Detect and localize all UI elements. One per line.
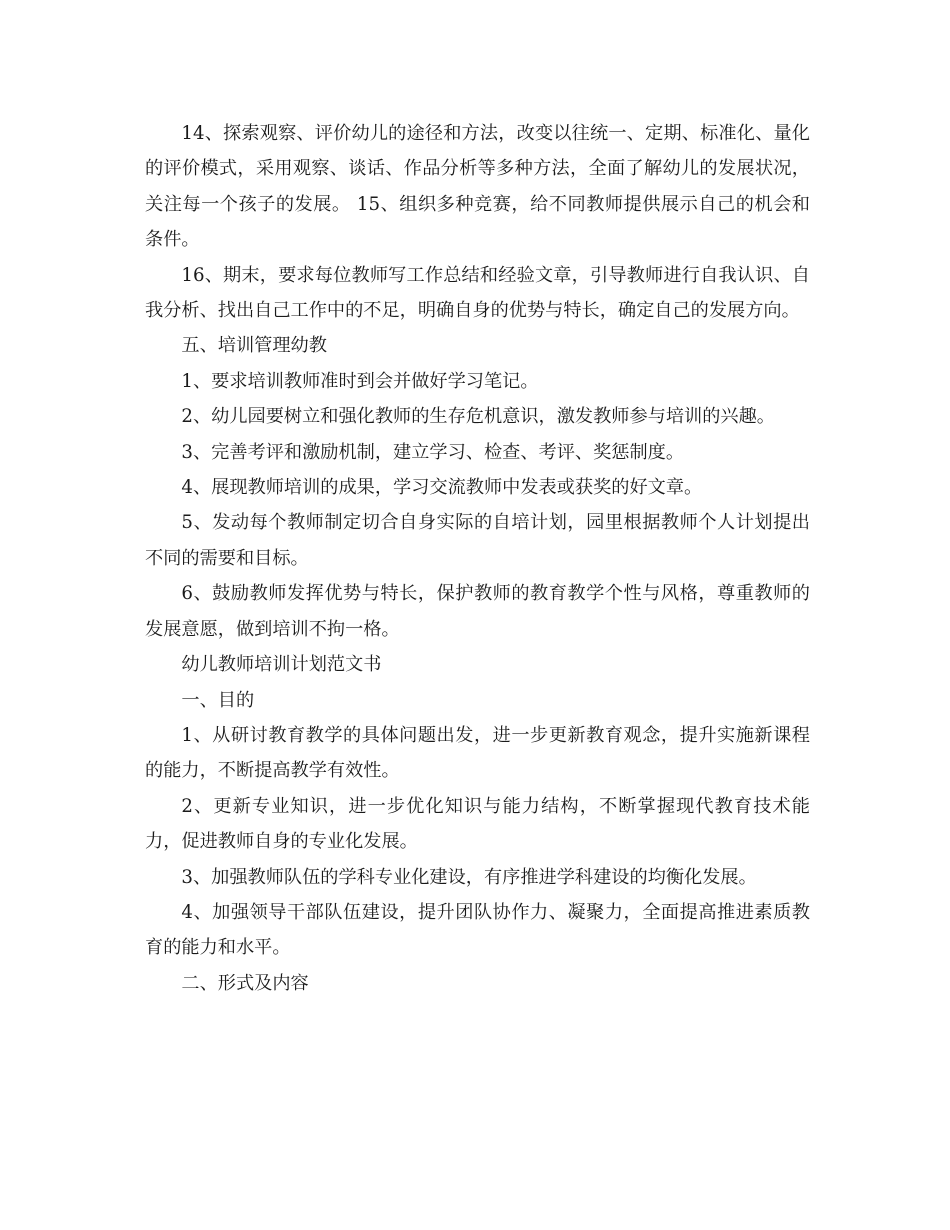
purpose-item-1: 1、从研讨教育教学的具体问题出发，进一步更新教育观念，提升实施新课程的能力，不断提高教学有效性。 (145, 724, 810, 782)
paragraph-item-4: 4、展现教师培训的成果，学习交流教师中发表或获奖的好文章。 (181, 477, 703, 499)
purpose-item-4: 4、加强领导干部队伍建设，提升团队协作力、凝聚力，全面提高推进素质教育的能力和水平。 (145, 901, 810, 959)
purpose-item-3: 3、加强教师队伍的学科专业化建设，有序推进学科建设的均衡化发展。 (181, 866, 757, 888)
paragraph-item-14-15: 14、探索观察、评价幼儿的途径和方法，改变以往统一、定期、标准化、量化的评价模式，采用观察、谈话、作品分析等多种方法，全面了解幼儿的发展状况，关注每一个孩子的发展。 15、组织多种竞赛，给不同教师提供展示自己的机会和条件。 (145, 123, 810, 251)
section-heading-form-content: 二、形式及内容 (181, 972, 309, 994)
document-subtitle: 幼儿教师培训计划范文书 (181, 654, 382, 676)
paragraph-item-3: 3、完善考评和激励机制，建立学习、检查、考评、奖惩制度。 (181, 441, 685, 463)
paragraph-item-1: 1、要求培训教师准时到会并做好学习笔记。 (181, 370, 539, 392)
paragraph-item-2: 2、幼儿园要树立和强化教师的生存危机意识，激发教师参与培训的兴趣。 (181, 406, 775, 428)
paragraph-item-16: 16、期末，要求每位教师写工作总结和经验文章，引导教师进行自我认识、自我分析、找出自己工作中的不足，明确自身的优势与特长，确定自己的发展方向。 (145, 264, 810, 322)
paragraph-item-5: 5、发动每个教师制定切合自身实际的自培计划，园里根据教师个人计划提出不同的需要和目标。 (145, 512, 810, 569)
section-heading-training-management: 五、培训管理幼教 (181, 335, 327, 357)
paragraph-item-6: 6、鼓励教师发挥优势与特长，保护教师的教育教学个性与风格，尊重教师的发展意愿，做到培训不拘一格。 (145, 583, 810, 640)
purpose-item-2: 2、更新专业知识，进一步优化知识与能力结构，不断掌握现代教育技术能力，促进教师自身的专业化发展。 (145, 795, 810, 853)
document-body (145, 116, 810, 1001)
section-heading-purpose: 一、目的 (181, 689, 255, 711)
